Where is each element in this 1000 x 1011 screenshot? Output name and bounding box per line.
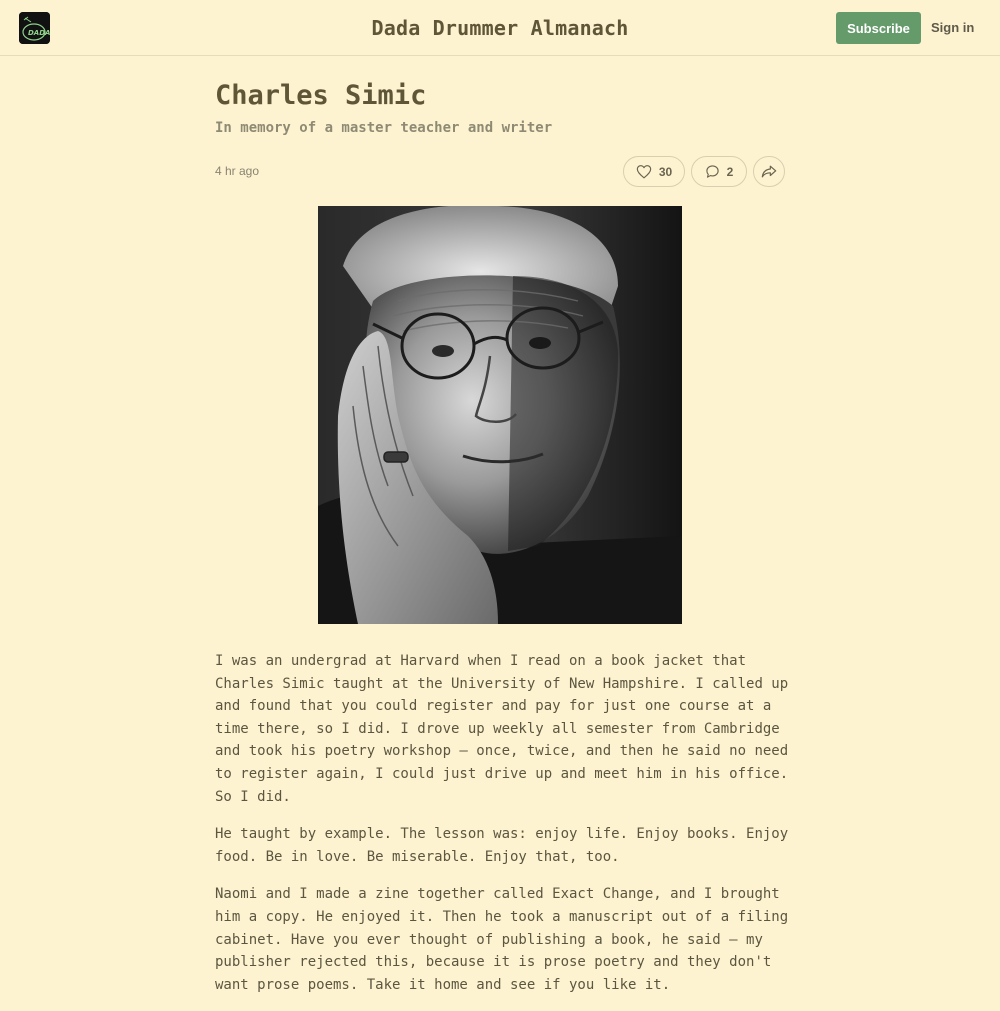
post-date: 4 hr ago xyxy=(215,164,260,178)
top-navigation-bar xyxy=(0,0,1000,56)
like-button[interactable] xyxy=(623,156,685,187)
site-title[interactable]: Dada Drummer Almanach xyxy=(371,16,629,40)
post-subtitle: In memory of a master teacher and writer xyxy=(215,120,553,136)
author-portrait-photo[interactable] xyxy=(318,206,682,624)
subscribe-button[interactable]: Subscribe xyxy=(836,12,921,44)
paragraph: Naomi and I made a zine together called Exact Change, and I brought him a copy. He enjoyed it. Then he took a manuscript out of a filing cabinet. Have you ever thought of publishing a book, he said — my publisher rejected this, because it is prose poetry and they don't want prose poems. Take it home and see if you like it. xyxy=(215,886,789,993)
like-count: 30 xyxy=(658,164,673,179)
comment-bubble-icon xyxy=(705,164,720,179)
heart-icon xyxy=(636,164,652,179)
sign-in-link[interactable]: Sign in xyxy=(931,20,975,35)
post-title: Charles Simic xyxy=(215,80,427,111)
share-button[interactable] xyxy=(753,156,785,187)
paragraph: He taught by example. The lesson was: enjoy life. Enjoy books. Enjoy food. Be in love. Be miserable. Enjoy that, too. xyxy=(215,826,789,865)
svg-text:DADA: DADA xyxy=(28,29,50,37)
article-body xyxy=(215,650,790,1011)
paragraph: I was an undergrad at Harvard when I read on a book jacket that Charles Simic taught at the University of New Hampshire. I called up and found that you could register and pay for just one course at a time there, so I did. I drove up weekly all semester from Cambridge and took his poetry workshop — once, twice, and then he said no need to register again, I could just drive up and meet him in his office. So I did. xyxy=(215,653,789,805)
comment-button[interactable] xyxy=(691,156,747,187)
comment-count: 2 xyxy=(726,164,734,179)
share-arrow-icon xyxy=(761,164,777,179)
